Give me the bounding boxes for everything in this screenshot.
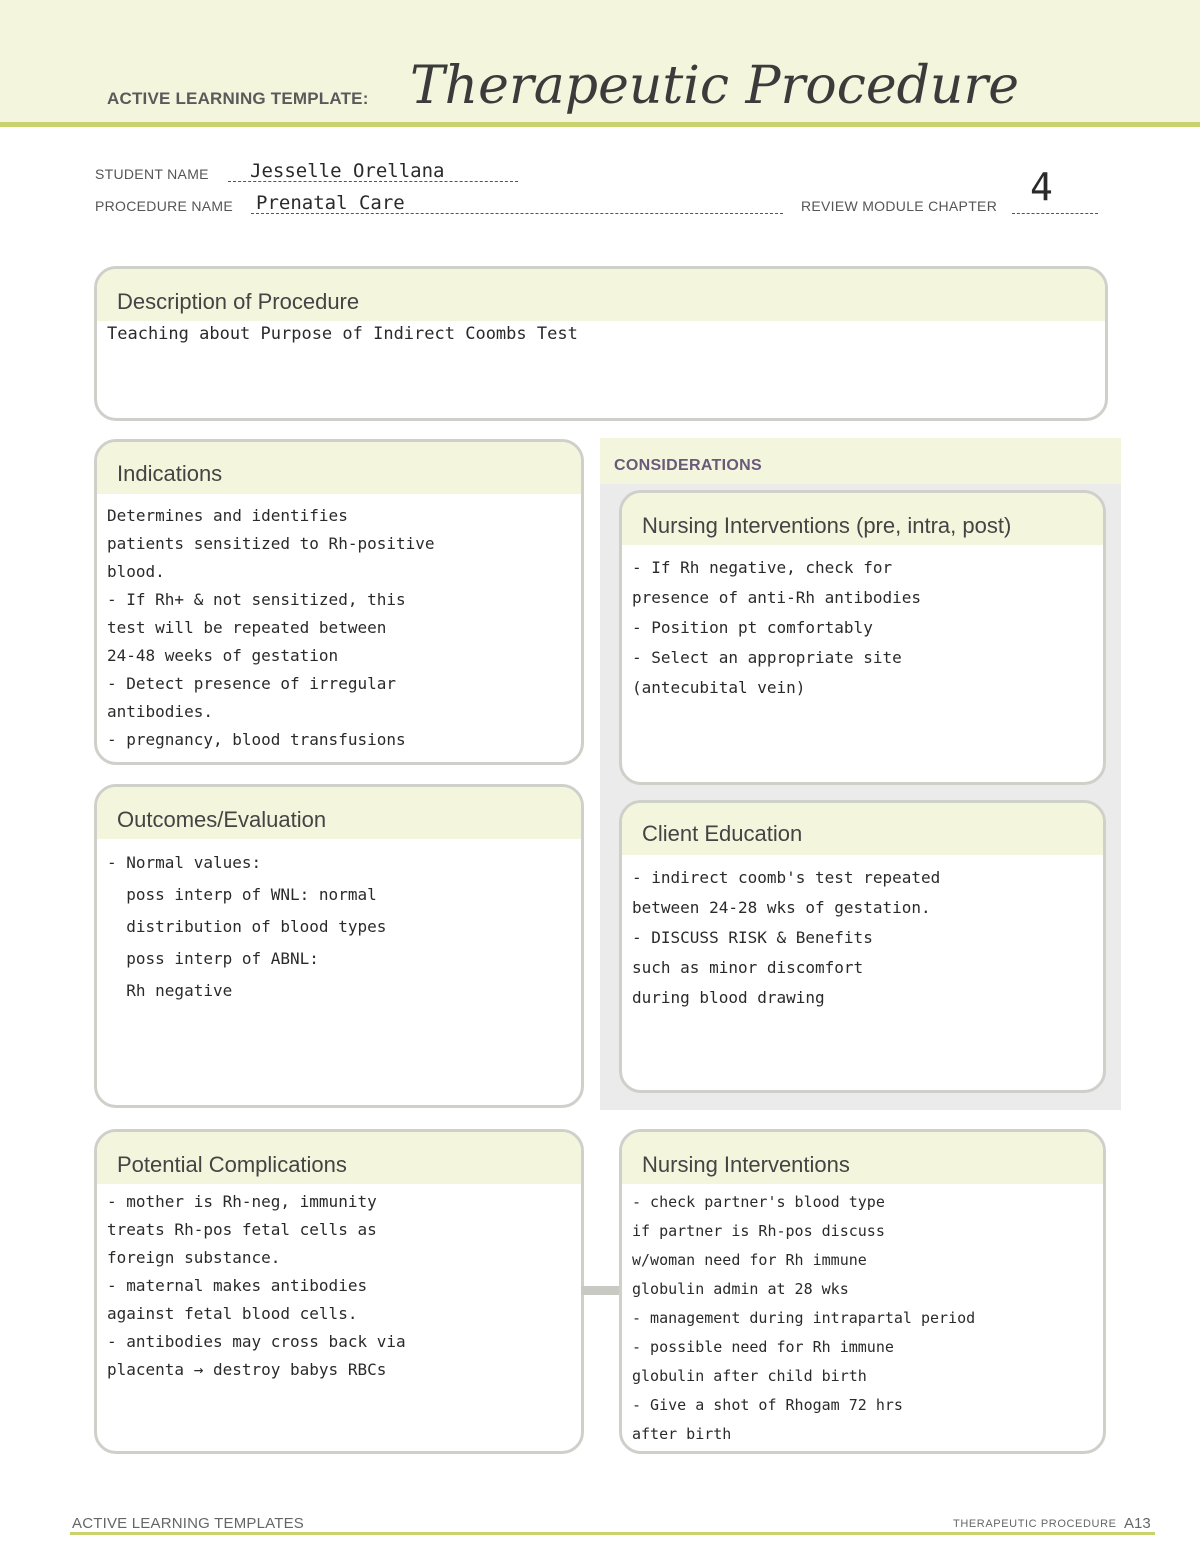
nursing-interventions-text[interactable]: - check partner's blood type if partner is Rh-pos discuss w/woman need for Rh immune globulin admin at 28 wks - management during intrapartal period - possible need for Rh immune globulin after child birth - Give a shot of Rhogam 72 hrs after birth xyxy=(632,1193,976,1443)
nursing-interventions-ppp-text[interactable]: - If Rh negative, check for presence of anti-Rh antibodies - Position pt comfortably - Select an appropriate site (antecubital vein) xyxy=(632,558,921,697)
review-module-label: REVIEW MODULE CHAPTER xyxy=(801,198,998,214)
description-title: Description of Procedure xyxy=(117,289,360,314)
description-text[interactable]: Teaching about Purpose of Indirect Coombs Test xyxy=(107,324,578,344)
nursing-interventions-box xyxy=(619,1129,1106,1454)
considerations-label: CONSIDERATIONS xyxy=(614,457,762,474)
footer-rule xyxy=(70,1532,1155,1535)
student-name-label: STUDENT NAME xyxy=(95,166,209,182)
complications-text[interactable]: - mother is Rh-neg, immunity treats Rh-pos fetal cells as foreign substance. - maternal makes antibodies against fetal blood cells. - antibodies may cross back via placenta → destroy babys RBCs xyxy=(107,1192,406,1379)
footer-page-number: A13 xyxy=(1124,1515,1151,1532)
nursing-interventions-ppp-title: Nursing Interventions (pre, intra, post) xyxy=(642,513,1012,538)
header-rule xyxy=(0,122,1200,127)
indications-box xyxy=(94,439,584,765)
complications-title: Potential Complications xyxy=(117,1152,347,1177)
client-education-title: Client Education xyxy=(642,821,803,846)
outcomes-title: Outcomes/Evaluation xyxy=(117,807,327,832)
outcomes-box xyxy=(94,784,584,1108)
indications-text[interactable]: Determines and identifies patients sensitized to Rh-positive blood. - If Rh+ & not sensitized, this test will be repeated between 24-48 weeks of gestation - Detect presence of irregular antibodies. - pregnancy, blood transfusions xyxy=(107,506,435,749)
client-education-text[interactable]: - indirect coomb's test repeated between 24-28 wks of gestation. - DISCUSS RISK & Benefits such as minor discomfort during blood drawing xyxy=(632,868,941,1007)
template-label: ACTIVE LEARNING TEMPLATE: xyxy=(107,89,369,108)
description-box xyxy=(94,266,1108,421)
template-title: Therapeutic Procedure xyxy=(410,56,1019,116)
connector-bar xyxy=(581,1286,621,1295)
nursing-interventions-ppp-box xyxy=(619,490,1106,785)
procedure-name-label: PROCEDURE NAME xyxy=(95,198,233,214)
complications-box xyxy=(94,1129,584,1454)
review-module-line xyxy=(1012,213,1098,214)
footer-left: ACTIVE LEARNING TEMPLATES xyxy=(72,1515,304,1532)
student-name-value[interactable]: Jesselle Orellana xyxy=(250,160,445,182)
indications-title: Indications xyxy=(117,461,223,486)
review-module-value[interactable]: 4 xyxy=(1030,165,1053,209)
client-education-box xyxy=(619,800,1106,1093)
outcomes-text[interactable]: - Normal values: poss interp of WNL: normal distribution of blood types poss interp of ABNL: Rh negative xyxy=(107,853,387,1000)
footer-right: THERAPEUTIC PROCEDURE xyxy=(953,1518,1117,1530)
nursing-interventions-title: Nursing Interventions xyxy=(642,1152,850,1177)
procedure-name-value[interactable]: Prenatal Care xyxy=(256,192,405,214)
